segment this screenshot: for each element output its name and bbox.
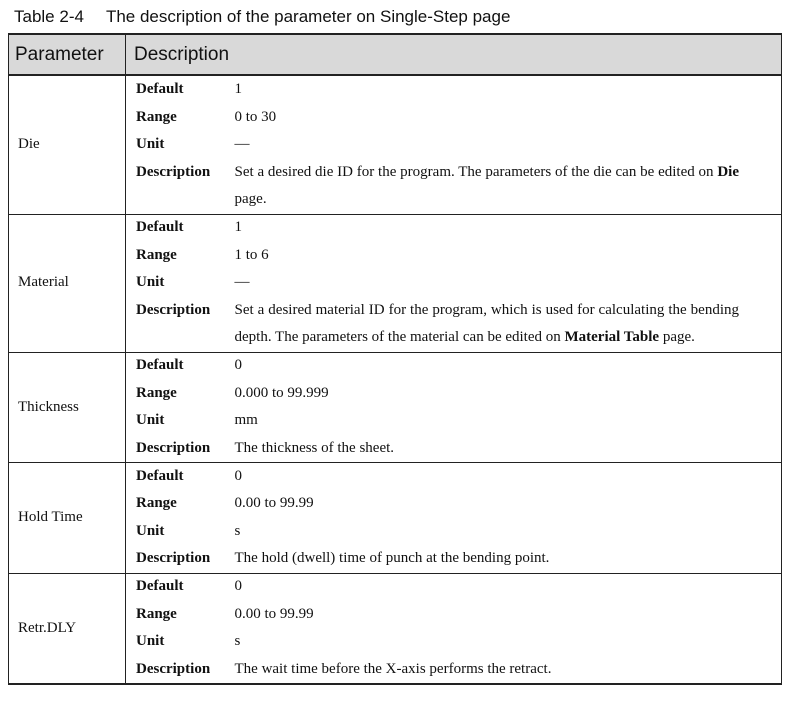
field-label-description: Description	[126, 435, 225, 463]
field-label-unit: Unit	[136, 522, 165, 539]
table-header-row	[9, 34, 782, 75]
table-row	[9, 75, 782, 104]
table-number: Table 2-4	[14, 7, 84, 26]
field-value-default: 1	[225, 214, 782, 242]
table-row	[9, 352, 782, 380]
description-text: Set a desired material ID for the program, which is used for calculating the bending depth. The parameters of the material can be edited on	[234, 301, 739, 345]
field-value-description	[225, 159, 782, 215]
field-label-description: Description	[126, 656, 225, 685]
field-label-range: Range	[136, 246, 177, 263]
description-text: The wait time before the X-axis performs the retract.	[234, 660, 552, 677]
parameter-table	[8, 33, 782, 685]
field-value-description	[225, 297, 782, 353]
field-value-default: 0	[225, 463, 782, 491]
param-name-die: Die	[9, 75, 126, 214]
field-label-default: Default	[136, 219, 184, 235]
field-label-description: Description	[126, 545, 225, 573]
param-name-retr-dly: Retr.DLY	[9, 573, 126, 684]
field-label-range: Range	[136, 384, 177, 401]
field-value-unit: mm	[225, 407, 782, 435]
param-name-hold-time: Hold Time	[9, 463, 126, 574]
description-text: Set a desired die ID for the program. The parameters of the die can be edited on	[234, 163, 718, 180]
table-row	[9, 214, 782, 242]
field-label-default: Default	[136, 578, 184, 594]
field-label-default: Default	[136, 467, 184, 484]
field-label-unit: Unit	[136, 136, 165, 152]
field-label-unit: Unit	[136, 412, 165, 428]
field-value-description	[225, 545, 782, 573]
field-value-unit: s	[225, 628, 782, 656]
field-label-range: Range	[136, 605, 177, 622]
description-text-end: page.	[659, 329, 695, 345]
field-value-range: 0.00 to 99.99	[225, 490, 782, 518]
field-label-unit: Unit	[136, 274, 165, 290]
field-value-unit: —	[225, 269, 782, 297]
table-row	[9, 463, 782, 491]
description-text: The hold (dwell) time of punch at the bending point.	[234, 550, 550, 566]
field-label-range: Range	[136, 108, 177, 125]
field-label-default: Default	[136, 357, 184, 373]
field-value-default: 0	[225, 352, 782, 380]
description-text: The thickness of the sheet.	[234, 439, 395, 456]
description-page-ref: Material Table	[564, 329, 660, 345]
field-value-description	[225, 435, 782, 463]
description-page-ref: Die	[717, 163, 739, 180]
table-title: The description of the parameter on Single-Step page	[105, 7, 511, 26]
field-value-range: 1 to 6	[225, 242, 782, 270]
field-value-default: 1	[225, 75, 782, 104]
field-label-unit: Unit	[136, 633, 165, 649]
field-value-default: 0	[225, 573, 782, 601]
field-value-unit: s	[225, 518, 782, 546]
header-parameter: Parameter	[9, 34, 126, 75]
param-name-material: Material	[9, 214, 126, 352]
field-value-description	[225, 656, 782, 685]
field-label-description: Description	[126, 159, 225, 215]
header-description: Description	[126, 34, 782, 75]
param-name-thickness: Thickness	[9, 352, 126, 463]
field-value-range: 0.00 to 99.99	[225, 601, 782, 629]
table-caption	[14, 7, 510, 27]
field-label-range: Range	[136, 495, 177, 511]
field-label-description: Description	[126, 297, 225, 353]
field-label-default: Default	[136, 81, 184, 97]
field-value-range: 0 to 30	[225, 104, 782, 132]
description-text-end: page.	[234, 191, 267, 207]
table-row	[9, 573, 782, 601]
field-value-range: 0.000 to 99.999	[225, 380, 782, 408]
field-value-unit: —	[225, 131, 782, 159]
